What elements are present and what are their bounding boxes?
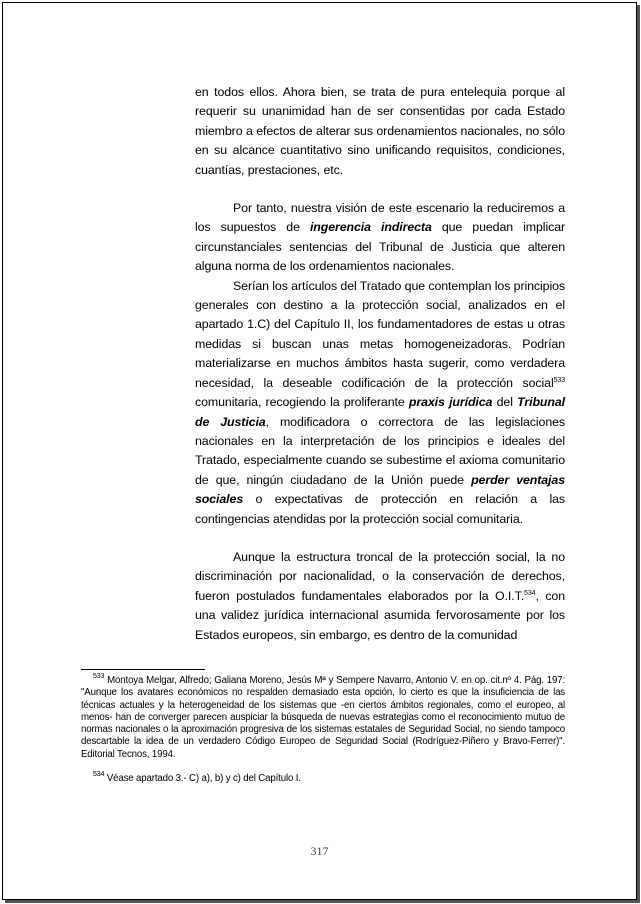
footnote-text: Véase apartado 3.- C) a), b) y c) del Capítulo I. bbox=[104, 773, 301, 785]
paragraph-3-text-e: o expectativas de protección en relación a las contingencias atendidas por la protección social comunitaria. bbox=[195, 492, 565, 526]
footnotes bbox=[81, 675, 565, 785]
footnote-ref-534[interactable]: 534 bbox=[524, 589, 536, 597]
paragraph-4 bbox=[195, 548, 565, 645]
footnote-number: 534 bbox=[93, 771, 105, 779]
paragraph-4-text-b: , con una validez jurídica internacional asumida fervorosamente por los Estados europeos, sin embargo, es dentro de la comunidad bbox=[195, 588, 565, 642]
emphasis-tribunal-de-justicia: Tribunal de Justicia bbox=[195, 395, 565, 429]
footnote-533 bbox=[81, 675, 565, 761]
paragraph-3-text-c: del bbox=[492, 395, 518, 410]
paragraph-3-text-b: comunitaria, recogiendo la proliferante bbox=[195, 395, 409, 410]
paragraph-3 bbox=[195, 277, 565, 529]
paragraph-4-text-a: Aunque la estructura troncal de la protección social, la no discriminación por nacionalidad, o la conservación de derechos, fueron postulados fundamentales elaborados por la O.I.T. bbox=[195, 549, 565, 603]
paragraph-2-text-b: que puedan implicar circunstanciales sentencias del Tribunal de Justicia que alteren alguna norma de los ordenamientos nacionales. bbox=[195, 220, 566, 274]
footnote-text: Montoya Melgar, Alfredo; Galiana Moreno, Jesús Mª y Sempere Navarro, Antonio V. en op. cit.nº 4. Pág. 197: "Aunque los avatares económicos no respalden demasiado esta opción, lo cierto es que la insuficiencia de las técnicas actuales y la heterogeneidad de los sistemas que -en ciertos ámbitos regionales, como el europeo, al menos- han de converger parecen auspiciar la búsqueda de nuevas estrategias como el reconocimiento mutuo de normas nacionales o la aproximación progresiva de los sistemas estatales de Seguridad Social, no siendo tampoco descartable la idea de un verdadero Código Europeo de Seguridad Social (Rodríguez-Piñero y Bravo-Ferrer)". Editorial Tecnos, 1994. bbox=[81, 675, 565, 760]
footnote-number: 533 bbox=[93, 673, 105, 680]
footnote-separator bbox=[81, 669, 205, 670]
document-page bbox=[2, 2, 637, 900]
paragraph-1 bbox=[195, 83, 565, 180]
emphasis-praxis-juridica: praxis jurídica bbox=[408, 395, 493, 410]
paragraph-3-text-a: Serían los artículos del Tratado que contemplan los principios generales con destino a la protección social, analizados en el apartado 1.C) del Capítulo II, los fundamentadores de estas u otras medidas si buscan unas metas homogeneizadoras. Podrían materializarse en muchos ámbitos hasta sugerir, como verdadera necesidad, la deseable codificación de la protección social bbox=[195, 278, 565, 390]
footnote-ref-533[interactable]: 533 bbox=[553, 376, 565, 384]
paragraph-2 bbox=[195, 199, 565, 277]
paragraph-3-text-d: , modificadora o correctora de las legislaciones nacionales en la interpretación de los principios e ideales del Tratado, especialmente cuando se subestime el axioma comunitario de que, ningún ciudadano de la Unión puede bbox=[195, 414, 566, 487]
body-text bbox=[195, 83, 565, 645]
footnote-534 bbox=[81, 773, 565, 785]
paragraph-2-text-a: Por tanto, nuestra visión de este escenario la reduciremos a los supuestos de bbox=[195, 201, 565, 235]
paragraph-1-text: en todos ellos. Ahora bien, se trata de pura entelequia porque al requerir su unanimidad han de ser consentidas por cada Estado miembro a efectos de alterar sus ordenamientos nacionales, no sólo en su alcance cuantitativo sino unificando requisitos, condiciones, cuantías, prestaciones, etc. bbox=[195, 85, 565, 177]
emphasis-ingerencia-indirecta: ingerencia indirecta bbox=[309, 220, 432, 235]
page-number: 317 bbox=[310, 844, 329, 858]
emphasis-perder-ventajas-sociales: perder ventajas sociales bbox=[195, 472, 565, 507]
